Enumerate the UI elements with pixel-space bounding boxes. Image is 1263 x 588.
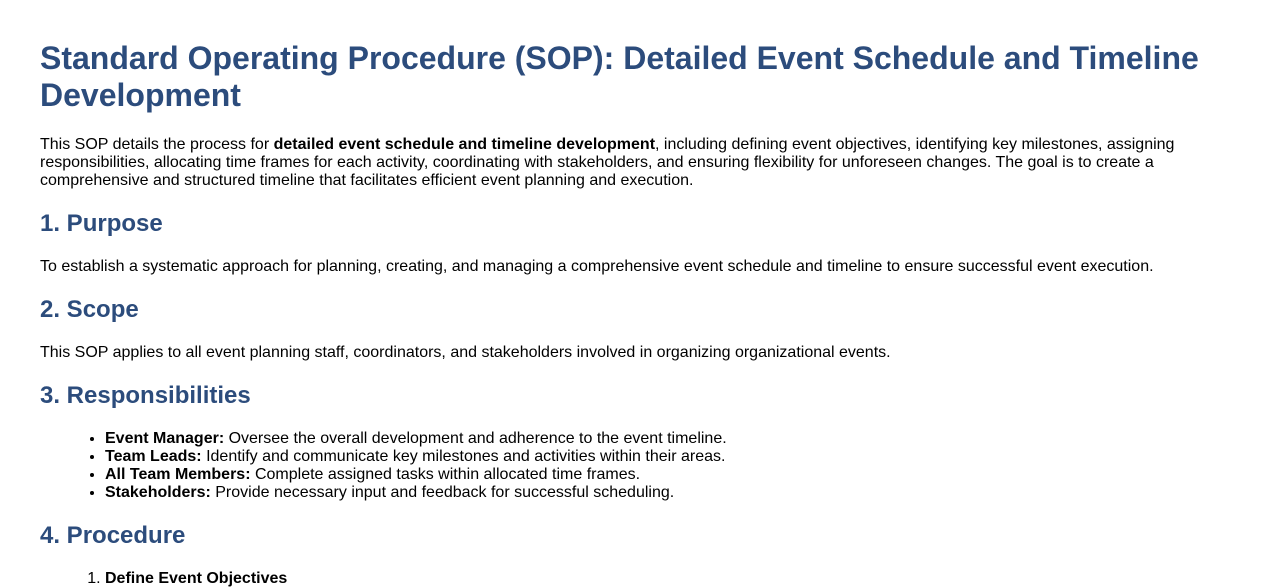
role-label: Stakeholders: bbox=[105, 484, 211, 501]
section-text-scope: This SOP applies to all event planning staff, coordinators, and stakeholders involved in organizing organizational events. bbox=[40, 344, 891, 361]
role-label: Team Leads: bbox=[105, 448, 202, 465]
role-description: Complete assigned tasks within allocated time frames. bbox=[250, 466, 641, 483]
procedure-list bbox=[40, 570, 1223, 588]
responsibilities-list bbox=[40, 430, 1223, 502]
intro-text-start: This SOP details the process for bbox=[40, 136, 274, 153]
list-item bbox=[105, 484, 1223, 502]
section-heading-procedure: 4. Procedure bbox=[40, 522, 186, 549]
role-description: Provide necessary input and feedback for successful scheduling. bbox=[210, 484, 675, 501]
list-item bbox=[105, 448, 1223, 466]
section-heading-purpose: 1. Purpose bbox=[40, 210, 163, 237]
section-text-purpose: To establish a systematic approach for planning, creating, and managing a comprehensive event schedule and timeline to ensure successful event execution. bbox=[40, 258, 1154, 275]
procedure-step-title: Define Event Objectives bbox=[105, 570, 288, 587]
page-title: Standard Operating Procedure (SOP): Detailed Event Schedule and Timeline Development bbox=[40, 40, 1199, 113]
role-label: Event Manager: bbox=[105, 430, 225, 447]
list-item bbox=[105, 466, 1223, 484]
role-description: Oversee the overall development and adherence to the event timeline. bbox=[224, 430, 727, 447]
role-label: All Team Members: bbox=[105, 466, 251, 483]
intro-text-end: , including defining event objectives, identifying key milestones, assigning responsibilities, allocating time frames for each activity, coordinating with stakeholders, and ensuring flexibility for unforeseen changes. The goal is to create a comprehensive and structured timeline that facilitates efficient event planning and execution. bbox=[40, 136, 1175, 189]
list-item bbox=[105, 430, 1223, 448]
role-description: Identify and communicate key milestones and activities within their areas. bbox=[201, 448, 726, 465]
section-heading-scope: 2. Scope bbox=[40, 296, 139, 323]
intro-emphasis: detailed event schedule and timeline development bbox=[273, 136, 656, 153]
list-item bbox=[105, 570, 1223, 588]
section-heading-responsibilities: 3. Responsibilities bbox=[40, 382, 251, 409]
intro-paragraph bbox=[40, 136, 1223, 190]
